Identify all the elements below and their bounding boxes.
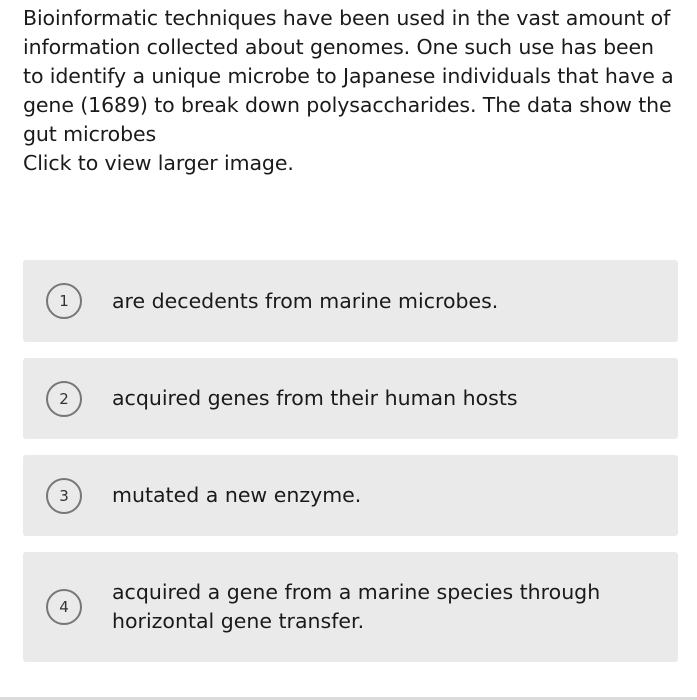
option-number-badge: 2 (46, 381, 82, 417)
answer-option-1[interactable] (23, 260, 678, 342)
option-number-badge: 3 (46, 478, 82, 514)
option-number-badge: 1 (46, 283, 82, 319)
answer-option-2[interactable] (23, 358, 678, 439)
view-larger-image-link[interactable]: Click to view larger image. (23, 151, 294, 175)
option-text: mutated a new enzyme. (112, 483, 362, 507)
answer-option-3[interactable] (23, 455, 678, 536)
option-text: acquired a gene from a marine species through horizontal gene transfer. (112, 580, 601, 633)
option-number-badge: 4 (46, 589, 82, 625)
option-text: acquired genes from their human hosts (112, 386, 518, 410)
question-block (23, 4, 678, 178)
answer-option-4[interactable] (23, 552, 678, 662)
question-text: Bioinformatic techniques have been used in the vast amount of information collected about genomes. One such use has been to identify a unique microbe to Japanese individuals that have a gene (1689) to break down polysaccharides. The data show the gut microbes (23, 6, 674, 146)
option-text: are decedents from marine microbes. (112, 288, 499, 313)
